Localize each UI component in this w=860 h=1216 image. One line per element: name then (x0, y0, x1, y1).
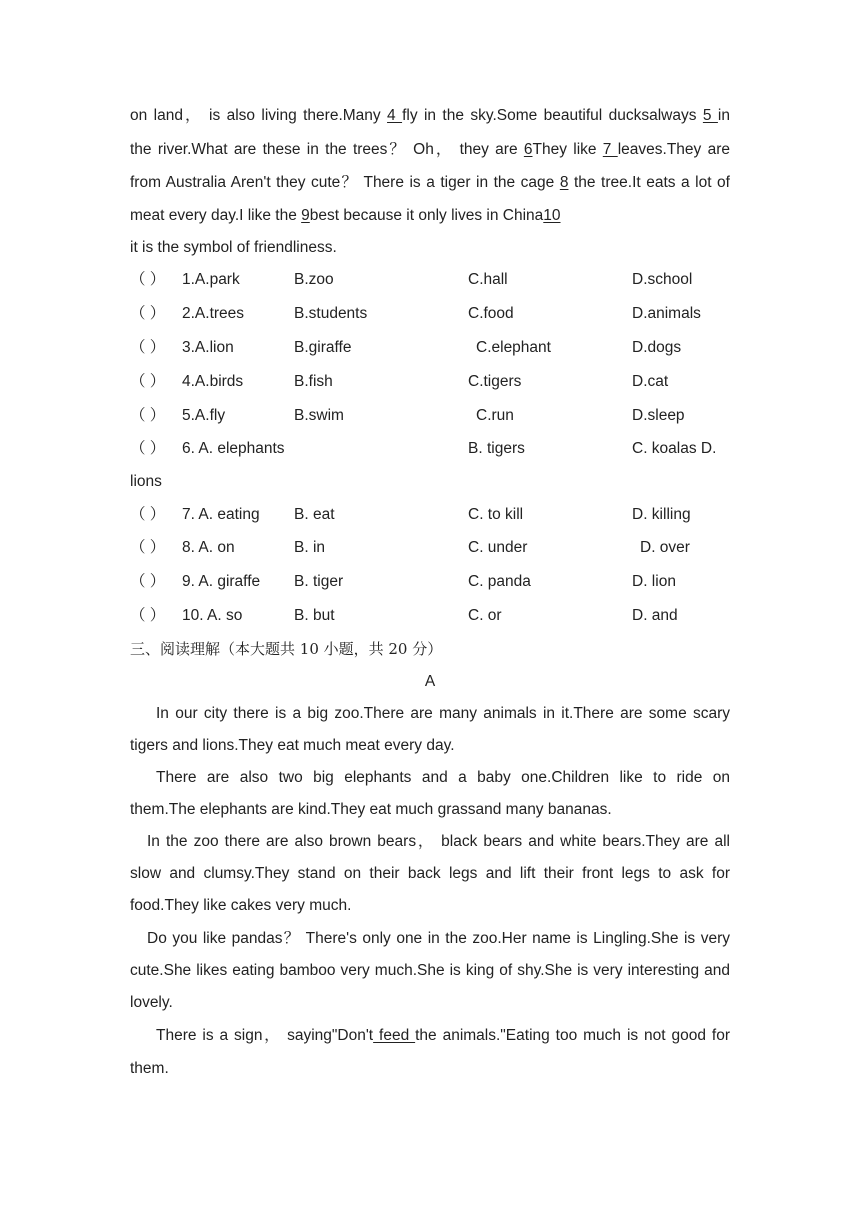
question-wrap-line: lions (130, 473, 162, 490)
paragraph-1-line-1: In our city there is a big zoo.There are many animals in it.There are some scary (156, 705, 730, 722)
option-c-d: C. koalas D. (632, 440, 717, 457)
passage-label: A (424, 673, 436, 690)
answer-paren[interactable]: （ ） (130, 305, 166, 322)
option-a: 6. A. elephants (182, 440, 285, 457)
option-a: 9. A. giraffe (182, 573, 261, 590)
option-a: 2.A.trees (182, 305, 245, 322)
option-b: B.fish (294, 373, 333, 390)
cloze-text: fly in the sky.Some beautiful ducksalways (402, 107, 703, 124)
option-d: D.sleep (632, 407, 685, 424)
option-a: 3.A.lion (182, 339, 234, 356)
option-d: D. lion (632, 573, 676, 590)
blank-5: 5 (702, 107, 718, 124)
option-d: D.school (632, 271, 693, 288)
cloze-line-2 (130, 140, 730, 160)
answer-paren[interactable]: （ ） (130, 373, 166, 390)
option-c: C.tigers (468, 373, 522, 390)
paragraph-4-line-1: Do you like pandas？ There's only one in the zoo.Her name is Lingling.She is very (147, 930, 730, 947)
option-d: D. killing (632, 506, 691, 523)
option-c: C. under (468, 539, 528, 556)
option-b: B. eat (294, 506, 335, 523)
option-d: D. over (640, 539, 690, 556)
option-b: B. tiger (294, 573, 344, 590)
option-a: 7. A. eating (182, 506, 260, 523)
paragraph-1-line-2: tigers and lions.They eat much meat every day. (130, 737, 455, 754)
option-d: D.cat (632, 373, 669, 390)
option-a: 4.A.birds (182, 373, 244, 390)
answer-paren[interactable]: （ ） (130, 506, 166, 523)
paragraph-text: There is a sign， saying"Don't (156, 1027, 374, 1044)
answer-paren[interactable]: （ ） (130, 539, 166, 556)
cloze-text: on land， is also living there.Many (130, 107, 388, 124)
option-c: C. panda (468, 573, 531, 590)
cloze-line-4 (130, 206, 730, 226)
option-a: 5.A.fly (182, 407, 226, 424)
cloze-text: in (717, 107, 730, 124)
option-c: C.hall (468, 271, 508, 288)
underlined-word-feed: feed (373, 1027, 416, 1044)
option-a: 10. A. so (182, 607, 243, 624)
paragraph-text: the animals."Eating too much is not good for (415, 1027, 730, 1044)
cloze-text: from Australia Aren't they cute？ There is a tiger in the cage (130, 174, 560, 191)
paragraph-5-line-1 (156, 1026, 730, 1046)
cloze-text: meat every day.I like the (130, 207, 302, 224)
blank-6: 6 (523, 141, 533, 158)
option-c: C.elephant (476, 339, 551, 356)
option-b: B. in (294, 539, 326, 556)
blank-10: 10 (543, 207, 561, 224)
answer-paren[interactable]: （ ） (130, 407, 166, 424)
paragraph-2-line-2: them.The elephants are kind.They eat much grassand many bananas. (130, 801, 612, 818)
option-a: 1.A.park (182, 271, 240, 288)
option-b: B.students (294, 305, 368, 322)
option-c: C. or (468, 607, 502, 624)
option-c: C.food (468, 305, 514, 322)
paragraph-3-line-1: In the zoo there are also brown bears， black bears and white bears.They are all (147, 833, 730, 850)
option-d: D. and (632, 607, 678, 624)
option-a: 8. A. on (182, 539, 235, 556)
cloze-text: leaves.They are (617, 141, 730, 158)
answer-paren[interactable]: （ ） (130, 573, 166, 590)
paragraph-3-line-2: slow and clumsy.They stand on their back legs and lift their front legs to ask for (130, 865, 730, 882)
option-d: D.animals (632, 305, 701, 322)
cloze-line-3 (130, 173, 730, 193)
option-b: B.zoo (294, 271, 334, 288)
blank-8: 8 (559, 174, 569, 191)
answer-paren[interactable]: （ ） (130, 339, 166, 356)
answer-paren[interactable]: （ ） (130, 440, 166, 457)
blank-4: 4 (387, 107, 403, 124)
option-c: C.run (476, 407, 514, 424)
paragraph-4-line-3: lovely. (130, 994, 173, 1011)
option-b: B. tigers (468, 440, 525, 457)
option-c: C. to kill (468, 506, 524, 523)
cloze-line-5: it is the symbol of friendliness. (130, 239, 337, 256)
paragraph-2-line-1: There are also two big elephants and a baby one.Children like to ride on (156, 769, 730, 786)
cloze-text: the river.What are these in the trees？ Oh， they are (130, 141, 524, 158)
section-heading: 三、阅读理解（本大题共 10 小题，共 20 分） (130, 640, 443, 658)
cloze-line-1 (130, 106, 730, 126)
option-b: B.swim (294, 407, 344, 424)
answer-paren[interactable]: （ ） (130, 607, 166, 624)
cloze-text: They like (532, 141, 603, 158)
cloze-text: the tree.It eats a lot of (568, 174, 730, 191)
option-b: B.giraffe (294, 339, 352, 356)
cloze-text: best because it only lives in China (309, 207, 544, 224)
paragraph-5-line-2: them. (130, 1060, 169, 1077)
blank-9: 9 (301, 207, 310, 224)
option-b: B. but (294, 607, 335, 624)
answer-paren[interactable]: （ ） (130, 271, 166, 288)
option-d: D.dogs (632, 339, 682, 356)
blank-7: 7 (602, 141, 618, 158)
paragraph-4-line-2: cute.She likes eating bamboo very much.She is king of shy.She is very interesting and (130, 962, 730, 979)
paragraph-3-line-3: food.They like cakes very much. (130, 897, 352, 914)
